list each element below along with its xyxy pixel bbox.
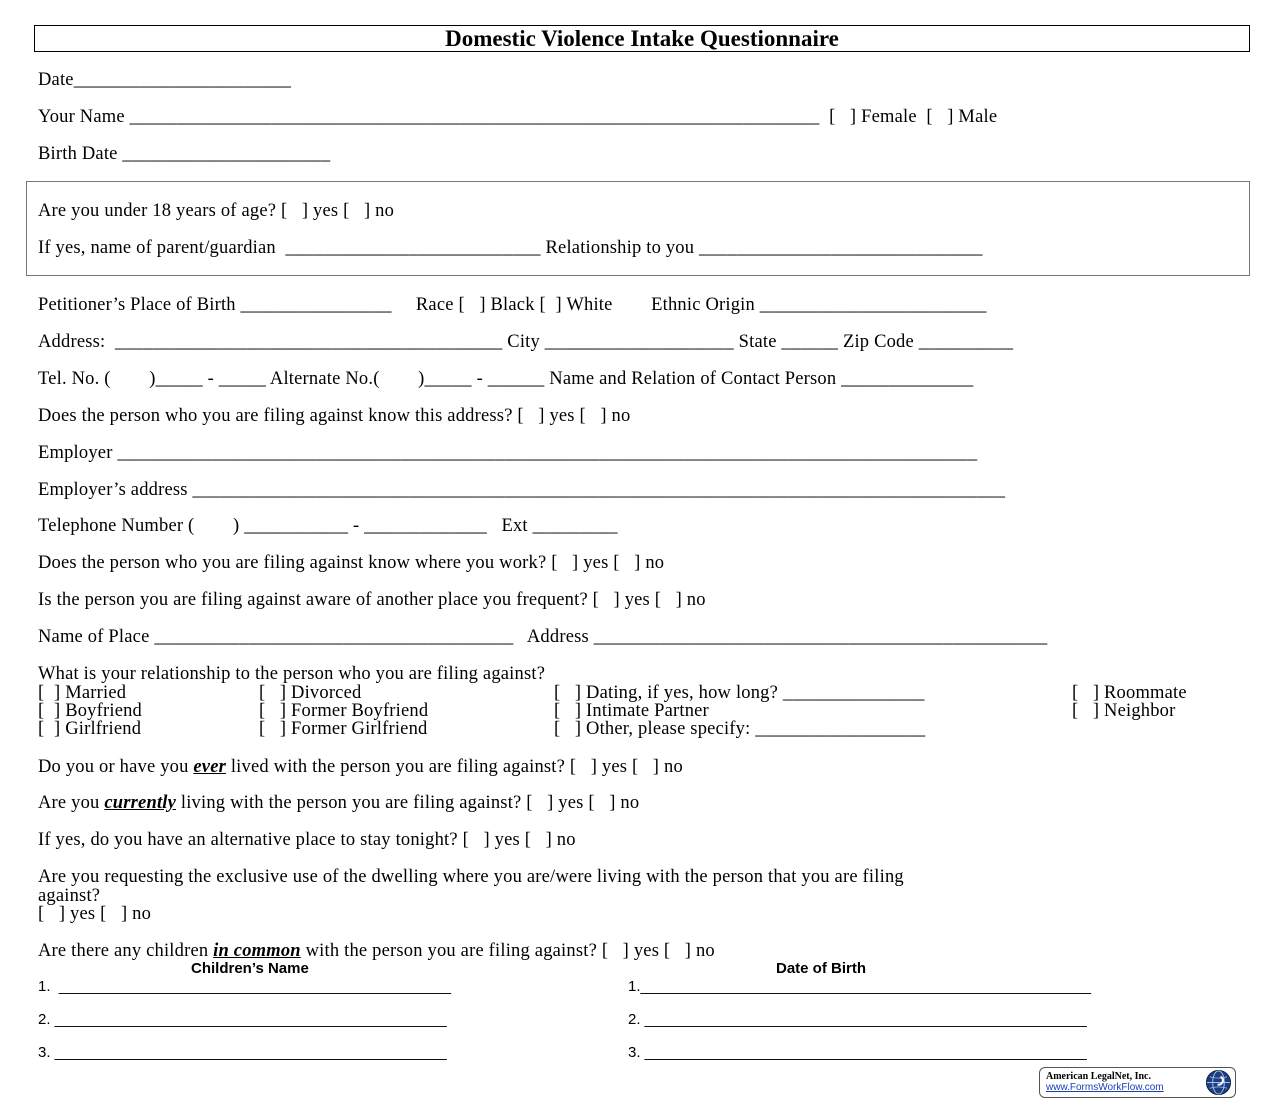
employer-address-line[interactable]: Employer’s address ______________________________________________________________________________________ [38,480,1006,500]
currently-emphasis: currently [104,793,177,813]
child-name-row[interactable]: 1. _______________________________________________ [38,978,451,995]
child-dob-row[interactable]: 2. _____________________________________________________ [628,1011,1087,1028]
ever-lived-question[interactable] [38,757,683,777]
relationship-roommate[interactable]: [ ] Roommate [1072,683,1187,703]
address-line[interactable]: Address: _________________________________________ City ____________________ State ______ Zip Code __________ [38,332,1014,352]
globe-icon [1205,1069,1232,1096]
exclusive-use-question: Are you requesting the exclusive use of the dwelling where you are/were living with the person that you are filing [38,867,904,887]
child-dob-row[interactable]: 1.______________________________________________________ [628,978,1091,995]
employer-telephone-line[interactable]: Telephone Number ( ) ___________ - _____________ Ext _________ [38,516,618,536]
relationship-married[interactable]: [ ] Married [38,683,127,703]
ever-emphasis: ever [193,757,227,777]
relationship-former-girlfriend[interactable]: [ ] Former Girlfriend [259,719,428,739]
relationship-former-boyfriend[interactable]: [ ] Former Boyfriend [259,701,429,721]
frequent-place-question[interactable]: Is the person you are filing against aware of another place you frequent? [ ] yes [ ] no [38,590,706,610]
in-common-emphasis: in common [213,941,301,961]
company-name: American LegalNet, Inc. [1046,1071,1151,1082]
date-of-birth-header: Date of Birth [776,960,866,977]
child-name-row[interactable]: 2. _______________________________________________ [38,1011,447,1028]
children-name-header: Children’s Name [191,960,309,977]
ever-lived-text-a: Do you or have you [38,757,194,777]
company-url-link[interactable]: www.FormsWorkFlow.com [1046,1082,1164,1093]
know-address-question[interactable]: Does the person who you are filing against know this address? [ ] yes [ ] no [38,406,631,426]
relationship-dating[interactable]: [ ] Dating, if yes, how long? _______________ [554,683,925,703]
currently-text-b: living with the person you are filing against? [ ] yes [ ] no [176,793,640,813]
guardian-line[interactable]: If yes, name of parent/guardian ___________________________ Relationship to you ______________________________ [38,238,983,258]
children-text-b: with the person you are filing against? [ ] yes [ ] no [300,941,715,961]
relationship-question: What is your relationship to the person who you are filing against? [38,664,546,684]
employer-line[interactable]: Employer ___________________________________________________________________________________________ [38,443,978,463]
exclusive-use-options[interactable]: [ ] yes [ ] no [38,904,152,924]
relationship-intimate-partner[interactable]: [ ] Intimate Partner [554,701,709,721]
minor-section-box [26,181,1250,276]
title-box [34,25,1250,52]
legalnet-logo [1039,1067,1236,1098]
exclusive-use-question-cont: against? [38,886,101,906]
form-title: Domestic Violence Intake Questionnaire [445,26,839,51]
child-dob-row[interactable]: 3. _____________________________________________________ [628,1044,1087,1061]
child-name-row[interactable]: 3. _______________________________________________ [38,1044,447,1061]
name-line[interactable]: Your Name _________________________________________________________________________ [ ] Female [ ] Male [38,107,998,127]
date-line[interactable]: Date_______________________ [38,70,292,90]
birth-date-line[interactable]: Birth Date ______________________ [38,144,331,164]
currently-living-question[interactable] [38,793,639,813]
children-question[interactable] [38,941,715,961]
ever-lived-text-b: lived with the person you are filing against? [ ] yes [ ] no [226,757,683,777]
relationship-other[interactable]: [ ] Other, please specify: __________________ [554,719,926,739]
know-work-question[interactable]: Does the person who you are filing against know where you work? [ ] yes [ ] no [38,553,665,573]
telephone-line[interactable]: Tel. No. ( )_____ - _____ Alternate No.( )_____ - ______ Name and Relation of Contact Person ______________ [38,369,974,389]
relationship-neighbor[interactable]: [ ] Neighbor [1072,701,1176,721]
place-name-line[interactable]: Name of Place ______________________________________ Address ________________________________________________ [38,627,1048,647]
alternative-place-question[interactable]: If yes, do you have an alternative place to stay tonight? [ ] yes [ ] no [38,830,576,850]
relationship-divorced[interactable]: [ ] Divorced [259,683,362,703]
currently-text-a: Are you [38,793,105,813]
place-of-birth-line[interactable]: Petitioner’s Place of Birth ________________ Race [ ] Black [ ] White Ethnic Origin ________________________ [38,295,987,315]
relationship-girlfriend[interactable]: [ ] Girlfriend [38,719,142,739]
under-18-question[interactable]: Are you under 18 years of age? [ ] yes [ ] no [38,201,395,221]
relationship-boyfriend[interactable]: [ ] Boyfriend [38,701,143,721]
children-text-a: Are there any children [38,941,214,961]
